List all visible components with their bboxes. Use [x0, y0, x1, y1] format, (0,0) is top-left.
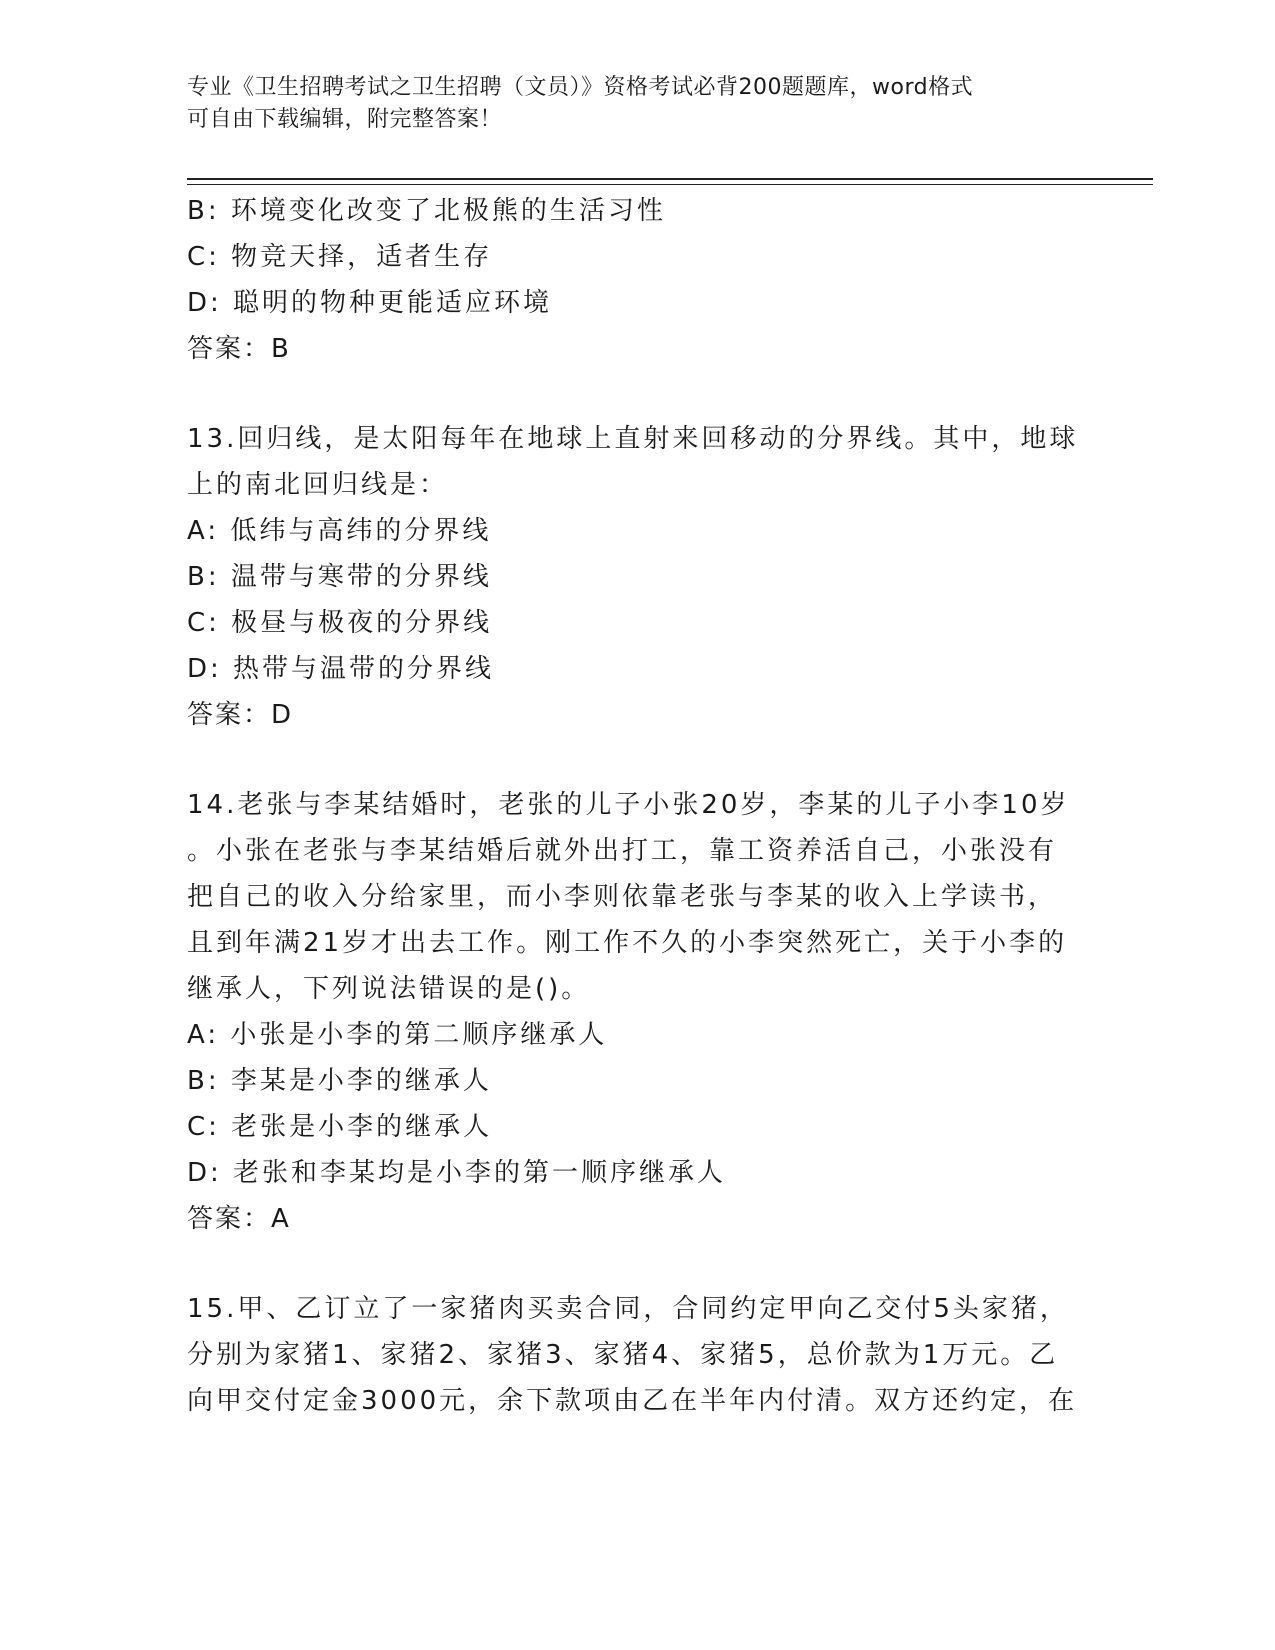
option-c: C: 物竞天择，适者生存 — [187, 242, 493, 272]
option-c: C: 老张是小李的继承人 — [187, 1112, 493, 1142]
question-13 — [187, 416, 1087, 738]
option-d: D: 老张和李某均是小李的第一顺序继承人 — [187, 1158, 727, 1188]
question-stem-line: 向甲交付定金3000元，余下款项由乙在半年内付清。双方还约定，在 — [187, 1386, 1078, 1416]
question-stem-line: 13.回归线，是太阳每年在地球上直射来回移动的分界线。其中，地球 — [187, 424, 1079, 454]
option-d: D: 聪明的物种更能适应环境 — [187, 288, 553, 318]
answer-line: 答案：A — [187, 1204, 291, 1234]
question-content — [187, 188, 1087, 1424]
header-rule-thick — [187, 178, 1153, 180]
option-b: B: 环境变化改变了北极熊的生活习性 — [187, 196, 666, 226]
question-stem-line: 把自己的收入分给家里，而小李则依靠老张与李某的收入上学读书， — [187, 882, 1058, 912]
header-line-2: 可自由下载编辑，附完整答案！ — [187, 107, 503, 132]
question-stem-line: 分别为家猪1、家猪2、家猪3、家猪4、家猪5，总价款为1万元。乙 — [187, 1340, 1059, 1370]
question-14 — [187, 782, 1087, 1242]
question-stem-line: 继承人，下列说法错误的是()。 — [187, 974, 591, 1004]
question-15 — [187, 1286, 1087, 1424]
question-stem-line: 上的南北回归线是： — [187, 470, 449, 500]
question-stem-line: 14.老张与李某结婚时，老张的儿子小张20岁，李某的儿子小李10岁 — [187, 790, 1070, 820]
option-b: B: 温带与寒带的分界线 — [187, 562, 492, 592]
question-stem-line: 15.甲、乙订立了一家猪肉买卖合同，合同约定甲向乙交付5头家猪， — [187, 1294, 1069, 1324]
option-c: C: 极昼与极夜的分界线 — [187, 608, 493, 638]
answer-line: 答案：D — [187, 700, 294, 730]
question-12-tail — [187, 188, 1087, 372]
question-stem-line: 。小张在老张与李某结婚后就外出打工，靠工资养活自己，小张没有 — [187, 836, 1058, 866]
header-line-1: 专业《卫生招聘考试之卫生招聘（文员）》资格考试必背200题题库，word格式 — [187, 75, 974, 100]
option-d: D: 热带与温带的分界线 — [187, 654, 495, 684]
option-a: A: 小张是小李的第二顺序继承人 — [187, 1020, 608, 1050]
option-a: A: 低纬与高纬的分界线 — [187, 516, 492, 546]
answer-line: 答案：B — [187, 334, 291, 364]
option-b: B: 李某是小李的继承人 — [187, 1066, 492, 1096]
question-stem-line: 且到年满21岁才出去工作。刚工作不久的小李突然死亡，关于小李的 — [187, 928, 1068, 958]
header-rule-thin — [187, 184, 1153, 185]
document-header — [187, 72, 1087, 136]
